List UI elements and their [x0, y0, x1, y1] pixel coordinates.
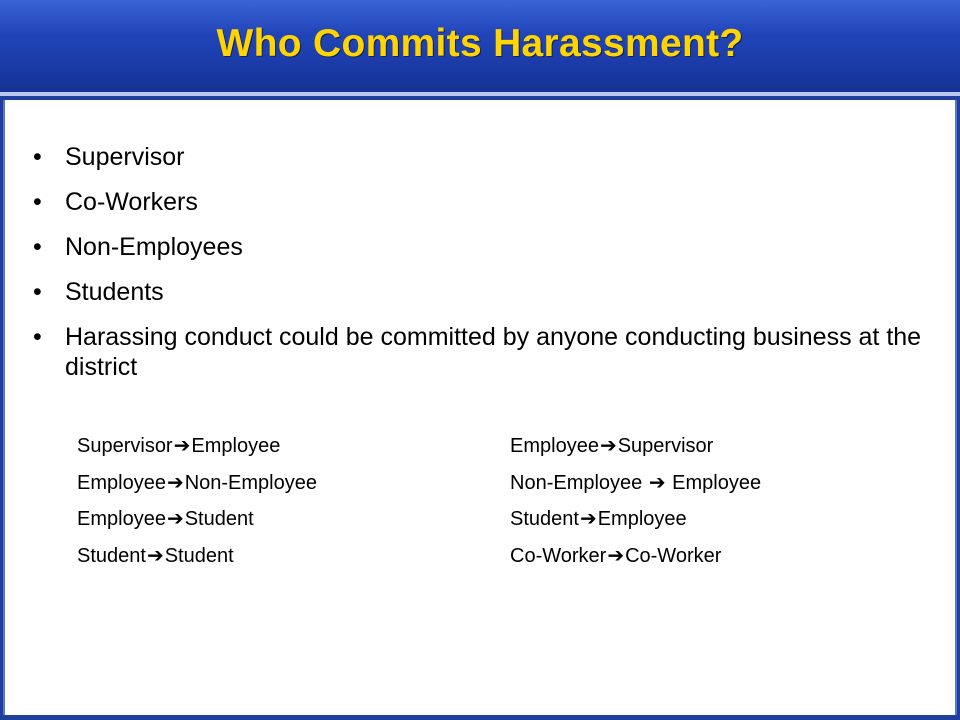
relationship-from: Employee — [510, 435, 599, 457]
relationship-left — [77, 543, 234, 568]
bullet-text: Students — [65, 278, 164, 306]
arrow-right-icon: ➔ — [599, 435, 617, 457]
bullet-dot-icon: • — [33, 143, 42, 171]
relationship-row — [77, 543, 937, 580]
bullet-dot-icon: • — [33, 323, 42, 351]
relationship-right — [510, 543, 721, 568]
relationship-table — [77, 433, 937, 579]
relationship-right — [510, 506, 687, 531]
relationship-from: Student — [77, 544, 146, 567]
arrow-right-icon: ➔ — [648, 471, 666, 494]
relationship-row — [77, 470, 937, 507]
bullet-text: Co-Workers — [65, 188, 198, 216]
bullet-list — [33, 142, 933, 397]
bullet-text: Supervisor — [65, 143, 185, 171]
arrow-right-icon: ➔ — [166, 471, 184, 494]
relationship-left — [77, 506, 254, 531]
bullet-item — [33, 187, 933, 217]
relationship-to: Student — [184, 508, 254, 530]
bullet-text: Non-Employees — [65, 233, 243, 261]
relationship-from: Non-Employee — [510, 471, 643, 494]
relationship-from: Employee — [77, 508, 166, 530]
relationship-to: Non-Employee — [184, 471, 317, 494]
relationship-from: Student — [510, 508, 579, 530]
relationship-left — [77, 470, 317, 495]
bullet-dot-icon: • — [33, 188, 42, 216]
relationship-from: Supervisor — [77, 435, 173, 457]
relationship-to: Supervisor — [617, 435, 714, 457]
bullet-text: Harassing conduct could be committed by anyone conducting business at the district — [65, 323, 922, 381]
slide-header — [0, 0, 960, 96]
relationship-to: Student — [164, 544, 234, 567]
relationship-to: Employee — [191, 435, 281, 457]
arrow-right-icon: ➔ — [607, 544, 625, 567]
bullet-item — [33, 277, 933, 307]
relationship-to: Employee — [666, 471, 762, 494]
content-panel — [3, 100, 957, 715]
relationship-row — [77, 433, 937, 470]
relationship-from: Co-Worker — [510, 544, 607, 567]
relationship-right — [510, 433, 713, 458]
bullet-dot-icon: • — [33, 233, 42, 261]
relationship-right — [510, 470, 761, 495]
bullet-dot-icon: • — [33, 278, 42, 306]
slide-title: Who Commits Harassment? — [216, 22, 744, 65]
bullet-item — [33, 232, 933, 262]
bullet-item — [33, 322, 933, 382]
arrow-right-icon: ➔ — [166, 508, 184, 530]
relationship-from: Employee — [77, 471, 166, 494]
relationship-row — [77, 506, 937, 543]
bullet-item — [33, 142, 933, 172]
arrow-right-icon: ➔ — [146, 544, 164, 567]
arrow-right-icon: ➔ — [579, 508, 597, 530]
arrow-right-icon: ➔ — [173, 435, 191, 457]
relationship-to: Employee — [597, 508, 687, 530]
relationship-to: Co-Worker — [625, 544, 722, 567]
relationship-left — [77, 433, 280, 458]
